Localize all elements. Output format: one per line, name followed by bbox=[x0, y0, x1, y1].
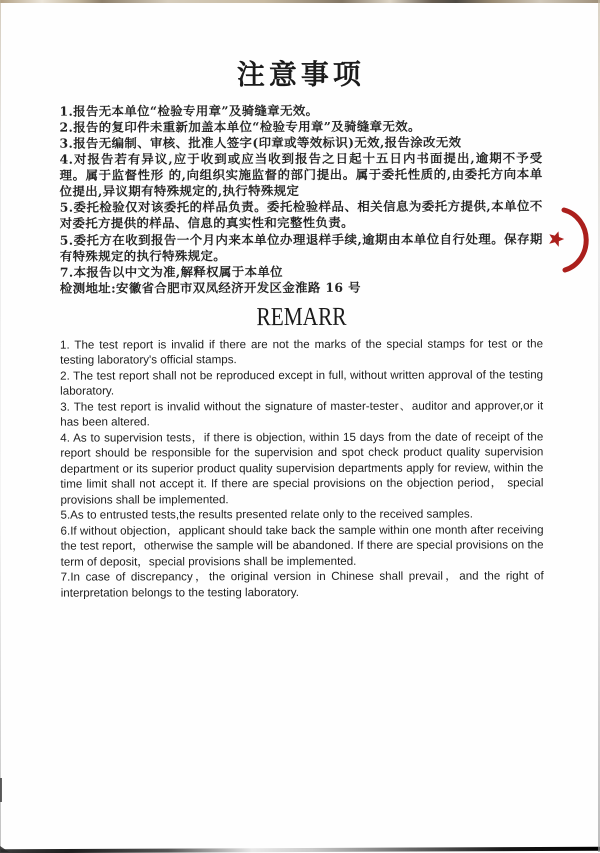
notice-item-en: 5.As to entrusted tests,the results presented relate only to the received samples. bbox=[60, 507, 473, 523]
chinese-notes-section bbox=[59, 102, 543, 296]
notice-item-cn: 4.对报告若有异议,应于收到或应当收到报告之日起十五日内书面提出,逾期不予受理。属于监督性形 的,向组织实施监督的部门提出。属于委托性质的,由委托方向本单位提出,异议期有特殊规定的,执行特殊规定 bbox=[59, 150, 543, 199]
notice-item-en: 1. The test report is invalid if there are not the marks of the special stamps for test or the testing laboratory's official stamps. bbox=[60, 337, 544, 368]
page-content bbox=[59, 53, 543, 601]
scan-artifact-left bbox=[0, 778, 2, 802]
notice-item-cn: 1.报告无本单位“检验专用章”及骑缝章无效。 bbox=[59, 102, 319, 119]
page-title-en: REMARR bbox=[256, 301, 347, 332]
seal-arc-icon bbox=[564, 210, 586, 270]
testing-address-line: 检测地址:安徽省合肥市双凤经济开发区金淮路 16 号 bbox=[59, 279, 361, 296]
notice-item-cn: 5.委托方在收到报告一个月内来本单位办理退样手续,逾期由本单位自行处理。保存期有特殊规定的执行特殊规定。 bbox=[59, 230, 543, 264]
english-notes-section bbox=[60, 336, 544, 601]
notice-item-cn: 5.委托检验仅对该委托的样品负责。委托检验样品、相关信息为委托方提供,本单位不对委托方提供的样品、信息的真实性和完整性负责。 bbox=[59, 198, 543, 232]
notice-item-cn: 2.报告的复印件未重新加盖本单位“检验专用章”及骑缝章无效。 bbox=[59, 118, 421, 135]
notice-item-cn: 3.报告无编制、审核、批准人签字(印章或等效标识)无效,报告涂改无效 bbox=[59, 134, 462, 151]
notice-item-en: 7.In case of discrepancy，the original version in Chinese shall prevail，and the right of interpretation belongs to the testing laboratory. bbox=[60, 569, 544, 600]
page-title-cn: 注意事项 bbox=[236, 57, 365, 92]
notice-item-en: 6.If without objection，applicant should take back the sample within one month after receiving the test report，otherwise the sample will be abandoned. If there are special provisions on the term of deposit，special provisions shall be implemented. bbox=[60, 523, 544, 569]
partial-red-seal-icon bbox=[540, 198, 598, 284]
notice-item-en: 2. The test report shall not be reproduced except in full, without written approval of the testing laboratory. bbox=[60, 368, 544, 399]
scan-edge-top bbox=[0, 0, 600, 3]
scan-edge-left bbox=[0, 0, 1, 852]
notice-item-en: 3. The test report is invalid without the signature of master-tester、auditor and approver,or it has been altered. bbox=[60, 399, 544, 430]
scan-edge-bottom bbox=[0, 847, 600, 853]
notice-item-cn: 7.本报告以中文为准,解释权属于本单位 bbox=[59, 263, 283, 280]
notice-item-en: 4. As to supervision tests，if there is objection, within 15 days from the date of receipt of the report should be responsible for the supervision and spot check product quality supervision department or its superior product quality supervision departments apply for review, within the time limit shall not accept it. If there are special provisions on the objection period， special provisions shall be implemented. bbox=[60, 430, 544, 507]
seal-star-glyph-icon bbox=[547, 229, 566, 248]
